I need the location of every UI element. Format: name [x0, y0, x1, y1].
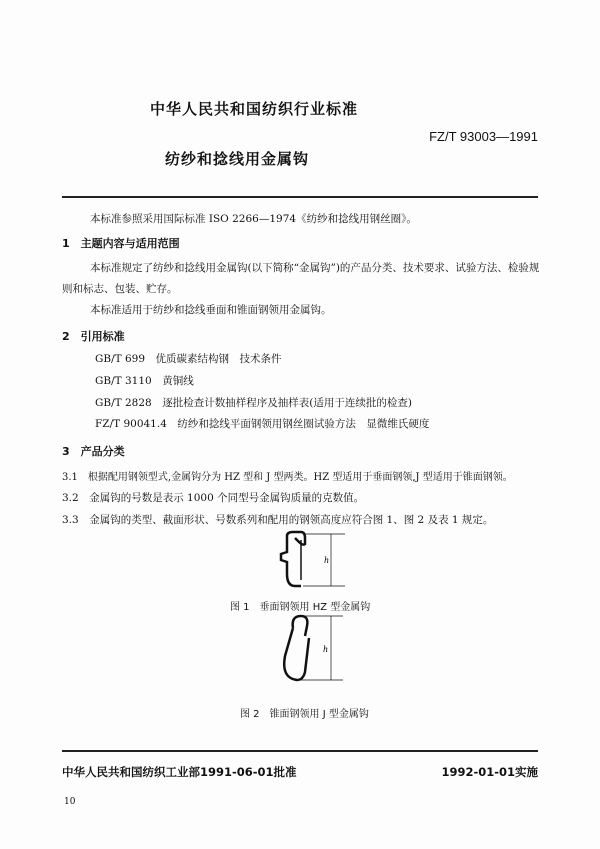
clause-3-1 — [62, 468, 513, 483]
dimension-label: h — [324, 556, 330, 565]
reference-item — [95, 416, 429, 431]
section-3-heading: 3 产品分类 — [62, 445, 125, 458]
standard-code: FZ/T 93003—1991 — [429, 129, 538, 144]
reference-item — [95, 351, 282, 366]
ref-code: GB/T 699 — [95, 353, 146, 365]
ref-name: 黄铜线 — [162, 375, 194, 387]
figure-1-hz-hook — [265, 530, 355, 590]
ref-code: GB/T 3110 — [95, 375, 152, 387]
page-number: 10 — [64, 797, 76, 807]
clause-text: 金属钩的号数是表示 1000 个同型号金属钩质量的克数值。 — [89, 492, 365, 504]
paragraph: 本标准适用于纺纱和捻线垂面和锥面钢领用金属钩。 — [90, 304, 332, 316]
reference-item — [95, 395, 412, 410]
intro-text: 本标准参照采用国际标准 ISO 2266—1974《纺纱和捻线用钢丝圈》。 — [90, 213, 417, 225]
document-title: 纺纱和捻线用金属钩 — [165, 150, 310, 168]
figure-2-caption: 图 2 锥面钢领用 J 型金属钩 — [240, 709, 369, 720]
ref-name: 优质碳素结构钢 技术条件 — [155, 353, 282, 365]
header-rule — [62, 196, 538, 198]
clause-3-2 — [62, 490, 364, 505]
section-1-heading: 1 主题内容与适用范围 — [62, 237, 180, 250]
clause-num: 3.2 — [62, 492, 79, 504]
approval-text: 中华人民共和国纺织工业部1991-06-01批准 — [62, 765, 297, 779]
clause-num: 3.3 — [62, 514, 79, 526]
clause-num: 3.1 — [62, 472, 78, 483]
ref-code: FZ/T 90041.4 — [95, 418, 167, 430]
figure-1-caption: 图 1 垂面钢领用 HZ 型金属钩 — [230, 602, 371, 613]
clause-3-3 — [62, 512, 493, 527]
effective-date: 1992-01-01实施 — [441, 765, 538, 779]
dimension-label: h — [323, 645, 329, 654]
clause-text: 金属钩的类型、截面形状、号数系列和配用的钢领高度应符合图 1、图 2 及表 1 规定。 — [89, 514, 494, 526]
clause-text: 根据配用钢领型式,金属钩分为 HZ 型和 J 型两类。HZ 型适用于垂面钢领,J 型适用于锥面钢领。 — [87, 472, 513, 483]
ref-name: 纺纱和捻线平面钢领用钢丝圈试验方法 显微维氏硬度 — [177, 418, 430, 430]
ref-code: GB/T 2828 — [95, 397, 152, 409]
issuing-org: 中华人民共和国纺织行业标准 — [150, 100, 359, 118]
reference-item — [95, 373, 194, 388]
paragraph: 本标准规定了纺纱和捻线用金属钩(以下简称“金属钩”)的产品分类、技术要求、试验方法、检验规 — [90, 262, 540, 274]
ref-name: 逐批检查计数抽样程序及抽样表(适用于连续批的检查) — [162, 397, 412, 409]
paragraph: 则和标志、包装、贮存。 — [62, 283, 178, 295]
section-2-heading: 2 引用标准 — [62, 330, 125, 343]
figure-2-j-hook — [275, 612, 355, 692]
footer-rule — [62, 750, 538, 752]
